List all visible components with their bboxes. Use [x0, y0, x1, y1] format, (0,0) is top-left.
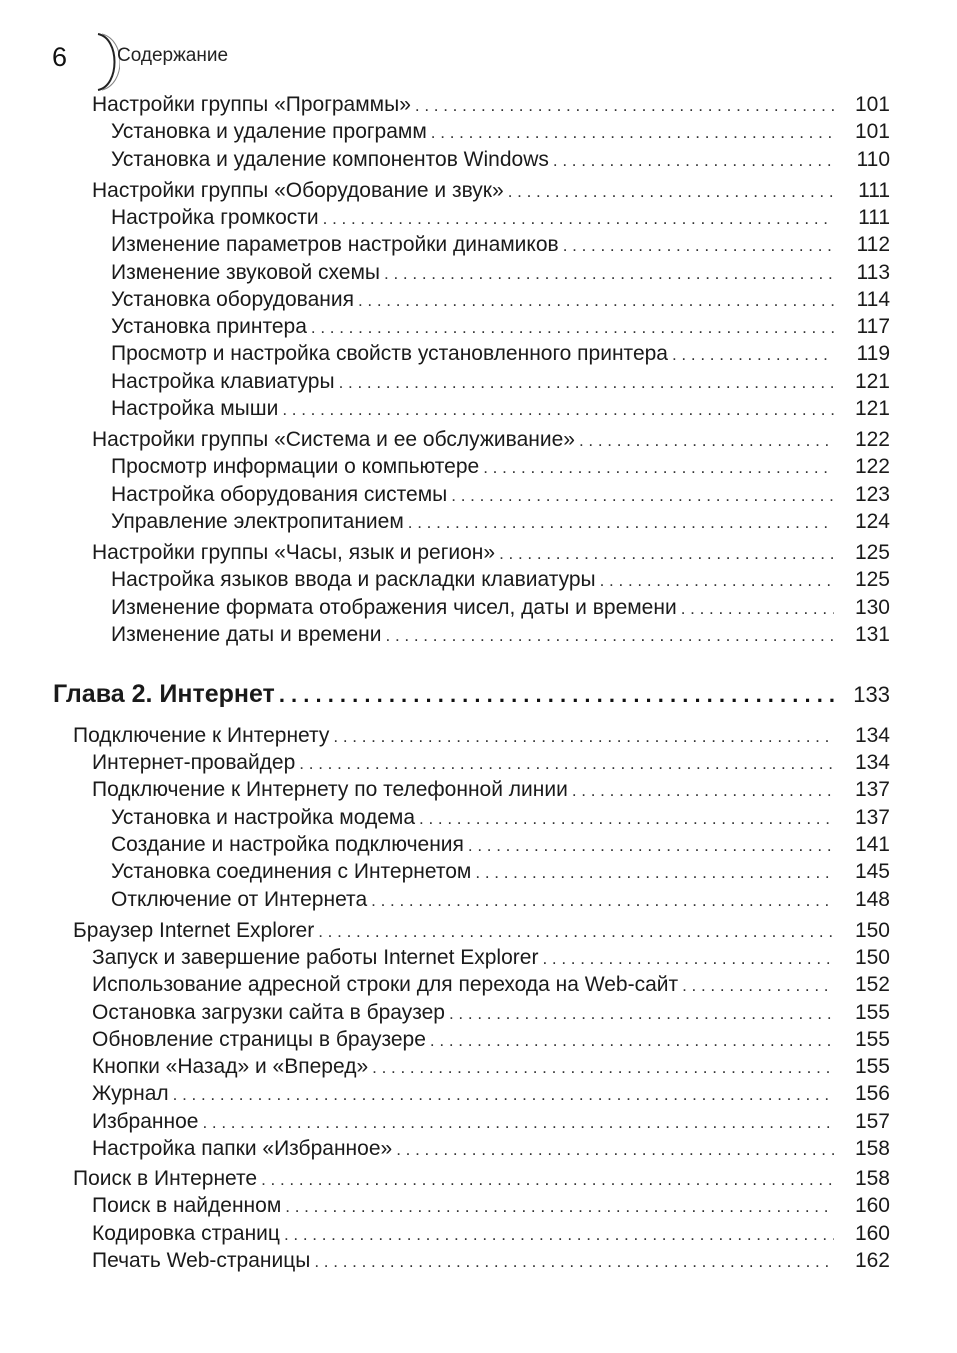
toc-page-number: 158 — [854, 1137, 890, 1160]
toc-entry-title: Настройки группы «Программы» — [92, 93, 411, 116]
dot-leader — [333, 723, 834, 750]
dot-leader — [339, 369, 834, 396]
toc-entry — [92, 1026, 890, 1053]
dot-leader — [572, 777, 834, 804]
toc-entry-title: Обновление страницы в браузере — [92, 1027, 426, 1051]
dot-leader — [682, 972, 834, 999]
toc-page-number: 156 — [854, 1082, 890, 1106]
toc-entry — [92, 971, 890, 998]
dot-leader — [314, 1248, 834, 1275]
toc-page-number: 150 — [854, 918, 890, 942]
toc-entry-title: Просмотр информации о компьютере — [111, 455, 480, 479]
toc-entry — [111, 481, 890, 508]
toc-entry — [111, 286, 890, 313]
dot-leader — [284, 1221, 834, 1248]
toc-entry — [92, 1135, 890, 1162]
toc-entry-title: Изменение формата отображения чисел, даты и времени — [111, 595, 677, 619]
toc-entry-title: Создание и настройка подключения — [111, 833, 464, 856]
toc-entry-title: Кодировка страниц — [92, 1221, 280, 1245]
page-number: 6 — [52, 42, 68, 72]
toc-entry-title: Установка и удаление программ — [111, 120, 427, 144]
toc-entry-title: Подключение к Интернету по телефонной линии — [92, 778, 568, 802]
dot-leader — [202, 1109, 834, 1136]
toc-entry-title: Настройка мыши — [111, 397, 279, 420]
toc-entry-title: Настройка языков ввода и раскладки клавиатуры — [111, 568, 596, 592]
toc-page-number: 155 — [854, 1055, 890, 1079]
toc-page-number: 162 — [854, 1248, 890, 1272]
toc-entry — [111, 858, 890, 885]
toc-entry — [111, 508, 890, 535]
toc-entry-title: Кнопки «Назад» и «Вперед» — [92, 1055, 369, 1079]
dot-leader — [430, 1027, 834, 1054]
toc-entry-title: Браузер Internet Explorer — [73, 918, 315, 942]
toc-entry — [92, 1247, 890, 1274]
dot-leader — [672, 341, 834, 368]
toc-page-number: 110 — [856, 147, 890, 171]
toc-entry-title: Настройка громкости — [111, 205, 319, 229]
dot-leader — [384, 260, 834, 287]
toc-page-number: 150 — [854, 945, 890, 969]
toc-entry-title: Настройки группы «Система и ее обслуживание» — [92, 428, 575, 451]
dot-leader — [408, 509, 834, 536]
dot-leader — [318, 918, 834, 945]
toc-entry-title: Настройка оборудования системы — [111, 482, 448, 506]
toc-page-number: 131 — [854, 622, 890, 646]
toc-entry-title: Настройка папки «Избранное» — [92, 1137, 393, 1160]
toc-page-number: 125 — [854, 568, 890, 592]
toc-entry-title: Подключение к Интернету — [73, 723, 330, 747]
toc-page-number: 122 — [854, 428, 890, 451]
dot-leader — [483, 454, 834, 481]
toc-entry — [92, 1080, 890, 1107]
toc-page-number: 111 — [858, 205, 890, 229]
toc-page-number: 101 — [854, 120, 890, 144]
dot-leader — [449, 1000, 834, 1027]
toc-page-number: 114 — [856, 287, 890, 311]
dot-leader — [451, 482, 834, 509]
toc-entry-title: Установка и удаление компонентов Windows — [111, 147, 549, 171]
toc-entry — [73, 917, 890, 944]
toc-page-number: 152 — [854, 973, 890, 997]
dot-leader — [499, 540, 834, 567]
toc-page-number: 122 — [854, 455, 890, 479]
toc-page-number: 125 — [854, 540, 890, 564]
dot-leader — [372, 1054, 834, 1081]
toc-page-number: 101 — [854, 93, 890, 116]
toc-page-number: 134 — [854, 723, 890, 747]
dot-leader — [563, 232, 834, 259]
toc-entry-title: Поиск в найденном — [92, 1194, 282, 1218]
toc-entry-title: Использование адресной строки для перехода на Web-сайт — [92, 973, 679, 997]
dot-leader — [386, 622, 835, 649]
dot-leader — [279, 678, 834, 712]
dot-leader — [261, 1166, 834, 1193]
dot-leader — [173, 1081, 834, 1108]
toc-page-number: 137 — [854, 805, 890, 829]
toc-entry — [111, 204, 890, 231]
toc-entry — [92, 91, 890, 118]
toc-entry — [111, 118, 890, 145]
toc-entry — [73, 1165, 890, 1192]
toc-entry-title: Установка соединения с Интернетом — [111, 860, 472, 884]
toc-entry — [92, 1220, 890, 1247]
toc-entry-title: Избранное — [92, 1109, 199, 1133]
dot-leader — [475, 859, 834, 886]
toc-entry — [111, 804, 890, 831]
toc-entry — [111, 453, 890, 480]
toc-entry — [92, 177, 890, 204]
dot-leader — [681, 595, 834, 622]
toc-entry — [111, 395, 890, 422]
toc-page-number: 141 — [854, 833, 890, 856]
dot-leader — [415, 92, 834, 119]
dot-leader — [358, 287, 834, 314]
dot-leader — [468, 832, 834, 859]
toc-entry — [111, 621, 890, 648]
toc-page-number: 112 — [856, 233, 890, 257]
toc-entry — [92, 749, 890, 776]
toc-page-number: 155 — [854, 1000, 890, 1024]
toc-entry — [92, 1192, 890, 1219]
dot-leader — [419, 805, 834, 832]
toc-entry-title: Настройка клавиатуры — [111, 369, 335, 393]
dot-leader — [508, 178, 834, 205]
toc-entry — [92, 426, 890, 453]
toc-entry — [111, 368, 890, 395]
dot-leader — [323, 205, 834, 232]
toc-entry — [111, 831, 890, 858]
dot-leader — [431, 119, 834, 146]
toc-page-number: 160 — [854, 1194, 890, 1218]
dot-leader — [311, 314, 834, 341]
toc-entry — [92, 776, 890, 803]
toc-entry — [92, 999, 890, 1026]
toc-entry-title: Установка оборудования — [111, 287, 354, 311]
toc-chapter-entry — [53, 677, 890, 711]
toc-page-number: 155 — [854, 1027, 890, 1051]
toc-entry-title: Просмотр и настройка свойств установленного принтера — [111, 342, 668, 366]
toc-page-number: 113 — [856, 260, 890, 284]
toc-page-number: 157 — [854, 1109, 890, 1133]
toc-entry-title: Журнал — [92, 1082, 169, 1106]
dot-leader — [579, 427, 834, 454]
dot-leader — [396, 1136, 834, 1163]
toc-page-number: 130 — [854, 595, 890, 619]
toc-entry — [111, 259, 890, 286]
toc-entry-title: Изменение даты и времени — [111, 622, 382, 646]
toc-entry-title: Настройки группы «Оборудование и звук» — [92, 178, 504, 202]
dot-leader — [282, 396, 834, 423]
toc-entry-title: Изменение звуковой схемы — [111, 260, 381, 284]
toc-entry — [92, 944, 890, 971]
toc-entry-title: Изменение параметров настройки динамиков — [111, 233, 559, 257]
toc-page-number: 160 — [854, 1221, 890, 1245]
toc-entry — [111, 231, 890, 258]
toc-page-number: 117 — [856, 315, 890, 339]
running-header-title: Содержание — [117, 45, 229, 66]
toc-entry — [92, 1053, 890, 1080]
toc-entry — [92, 1108, 890, 1135]
toc-page-number: 111 — [858, 178, 890, 202]
toc-page-number: 121 — [854, 397, 890, 420]
toc-entry-title: Поиск в Интернете — [73, 1167, 258, 1190]
toc-entry — [111, 340, 890, 367]
toc-entry-title: Отключение от Интернета — [111, 887, 368, 911]
toc-entry-title: Глава 2. Интернет — [53, 679, 275, 708]
toc-entry-title: Печать Web-страницы — [92, 1248, 311, 1272]
toc-entry-title: Интернет-провайдер — [92, 751, 296, 775]
dot-leader — [285, 1193, 834, 1220]
toc-page-number: 145 — [854, 860, 890, 884]
toc-page-number: 148 — [854, 887, 890, 911]
toc-entry-title: Управление электропитанием — [111, 509, 404, 533]
toc-entry-title: Установка и настройка модема — [111, 805, 416, 829]
toc-page-number: 134 — [854, 751, 890, 775]
dot-leader — [553, 147, 834, 174]
toc-entry-title: Установка принтера — [111, 315, 307, 339]
toc-entry — [111, 594, 890, 621]
dot-leader — [600, 567, 834, 594]
toc-page-number: 121 — [854, 369, 890, 393]
toc-page-number: 137 — [854, 778, 890, 802]
toc-page-number: 158 — [854, 1167, 890, 1190]
toc-entry — [111, 146, 890, 173]
toc-entry-title: Настройки группы «Часы, язык и регион» — [92, 540, 496, 564]
toc-entry — [111, 886, 890, 913]
toc-page-number: 123 — [854, 482, 890, 506]
toc-page-number: 124 — [854, 509, 890, 533]
dot-leader — [542, 945, 834, 972]
toc-entry — [92, 539, 890, 566]
toc-page-number: 119 — [856, 342, 890, 366]
toc-page-number: 133 — [853, 681, 890, 707]
dot-leader — [371, 887, 834, 914]
toc-entry — [111, 313, 890, 340]
toc-entry — [111, 566, 890, 593]
toc-entry-title: Запуск и завершение работы Internet Explorer — [92, 945, 539, 969]
dot-leader — [299, 750, 834, 777]
toc-entry — [73, 722, 890, 749]
page-header — [40, 32, 920, 92]
toc-entry-title: Остановка загрузки сайта в браузер — [92, 1000, 445, 1024]
